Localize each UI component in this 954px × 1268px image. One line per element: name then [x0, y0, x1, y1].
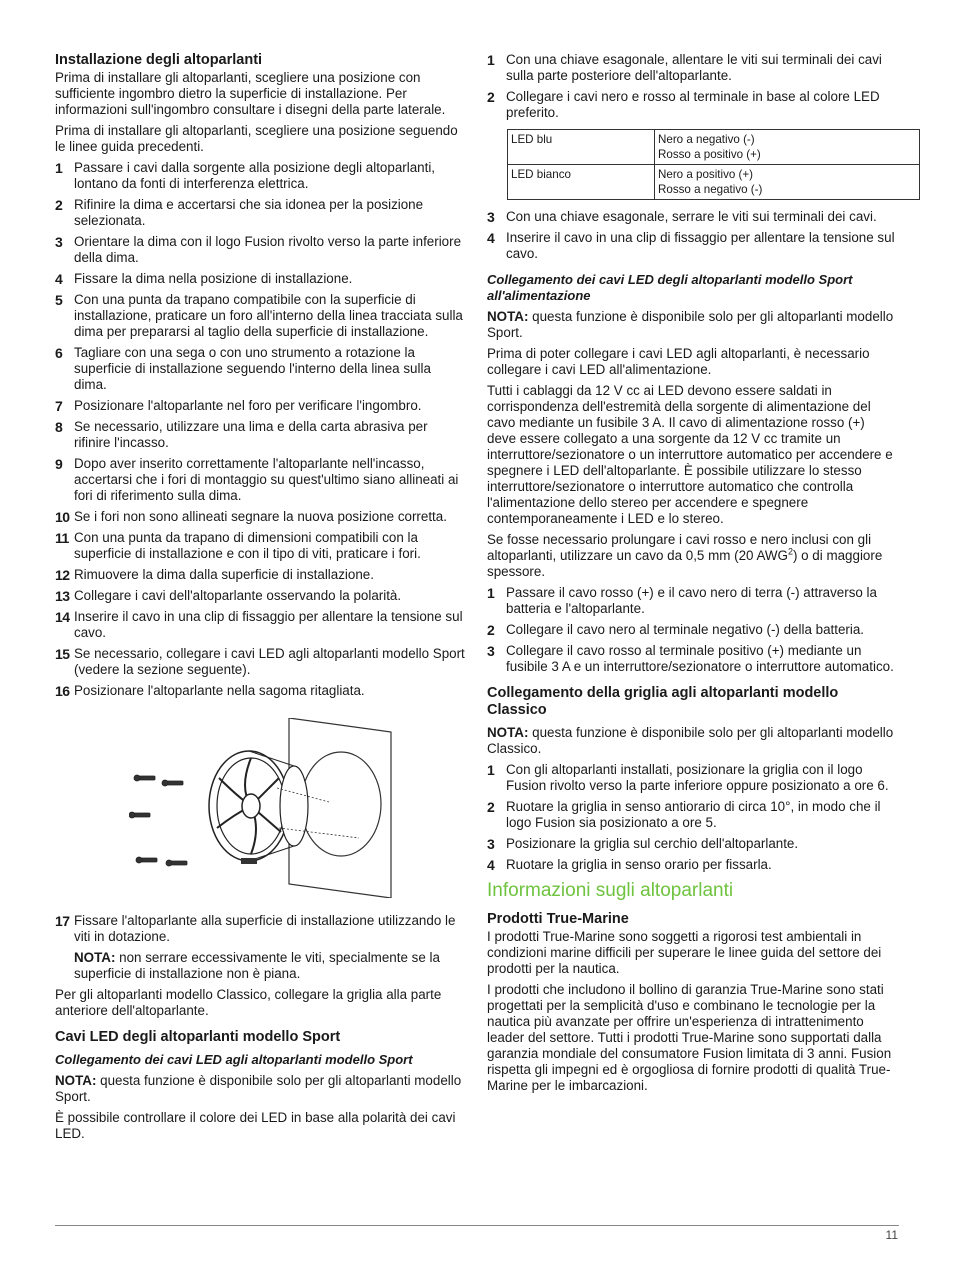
step-text: Tagliare con una sega o con uno strumento a rotazione la superficie di installazione seguendo l'interno della linea sulla dima.	[74, 345, 431, 392]
step-text: Rifinire la dima e accertarsi che sia idonea per la posizione selezionata.	[74, 197, 424, 228]
step-item	[55, 588, 465, 604]
step-text: Con una chiave esagonale, serrare le viti sui terminali dei cavi.	[506, 209, 877, 224]
step-item	[55, 345, 465, 393]
step-number: 3	[487, 836, 495, 852]
step-item	[55, 646, 465, 678]
power-paragraph-3	[487, 532, 897, 580]
step-item	[487, 762, 897, 794]
page-number: 11	[885, 1228, 898, 1242]
note-text: questa funzione è disponibile solo per gli altoparlanti modello Classico.	[487, 725, 894, 756]
step-text: Inserire il cavo in una clip di fissaggio per allentare la tensione sul cavo.	[74, 609, 463, 640]
step-text: Dopo aver inserito correttamente l'altoparlante nell'incasso, accertarsi che i fori di montaggio su quest'ultimo siano allineati ai fori di riferimento sulla dima.	[74, 456, 459, 503]
step-item	[55, 683, 465, 699]
heading-installazione: Installazione degli altoparlanti	[55, 52, 263, 68]
step-text: Collegare il cavo nero al terminale negativo (-) della batteria.	[506, 622, 865, 637]
step-text: Passare i cavi dalla sorgente alla posizione degli altoparlanti, lontano da fonti di interferenza elettrica.	[74, 160, 436, 191]
power-paragraph-1: Prima di poter collegare i cavi LED agli altoparlanti, è necessario collegare i cavi LED all'alimentazione.	[487, 346, 870, 377]
step-number: 1	[487, 52, 495, 68]
step-number: 3	[487, 643, 495, 659]
step-item	[487, 857, 897, 873]
step-text: Se i fori non sono allineati segnare la nuova posizione corretta.	[74, 509, 447, 524]
step-text: Con una punta da trapano di dimensioni compatibili con la superficie di installazione e con il tipo di viti, praticare i fori.	[74, 530, 421, 561]
step-item	[55, 234, 465, 266]
step-text: Collegare i cavi nero e rosso al terminale in base al colore LED preferito.	[506, 89, 880, 120]
step-number: 1	[487, 585, 495, 601]
note-text: questa funzione è disponibile solo per gli altoparlanti modello Sport.	[487, 309, 894, 340]
step-number: 2	[487, 89, 495, 105]
subheading-collegamento-led: Collegamento dei cavi LED agli altoparlanti modello Sport	[55, 1052, 413, 1067]
step-number: 2	[487, 799, 495, 815]
heading-true-marine: Prodotti True-Marine	[487, 911, 629, 927]
classic-grille-paragraph: Per gli altoparlanti modello Classico, collegare la griglia alla parte anteriore dell'altoparlante.	[55, 987, 442, 1018]
wiring-line: Nero a positivo (+)	[658, 168, 754, 181]
screw-icon	[134, 775, 155, 781]
step-text: Con una chiave esagonale, allentare le viti sui terminali dei cavi sulla parte posteriore dell'altoparlante.	[506, 52, 882, 83]
step-item	[487, 52, 897, 84]
step-number: 3	[55, 234, 63, 250]
step-item	[55, 398, 465, 414]
step-item	[55, 609, 465, 641]
heading-cavi-led: Cavi LED degli altoparlanti modello Sport	[55, 1029, 341, 1045]
step-number: 1	[487, 762, 495, 778]
step-text: Collegare i cavi dell'altoparlante osservando la polarità.	[74, 588, 402, 603]
step-text: Se necessario, collegare i cavi LED agli altoparlanti modello Sport (vedere la sezione seguente).	[74, 646, 465, 677]
note-power	[487, 309, 897, 341]
step-number: 9	[55, 456, 63, 472]
step-text: Collegare il cavo rosso al terminale positivo (+) mediante un fusibile 3 A e un interruttore/sezionatore o interruttore automatico.	[506, 643, 894, 674]
note-label: NOTA:	[487, 309, 529, 324]
step-number: 13	[55, 588, 70, 604]
step-item	[487, 230, 897, 262]
step-item	[487, 622, 897, 638]
step-number: 17	[55, 913, 70, 929]
led-steps-list-continued	[487, 209, 897, 262]
left-column	[55, 52, 465, 1147]
step-number: 11	[55, 530, 69, 546]
step-item	[55, 197, 465, 229]
note-led	[55, 1073, 465, 1105]
led-polarity-table	[507, 129, 920, 200]
step-item	[487, 799, 897, 831]
step-item	[487, 643, 897, 675]
step-text: Fissare la dima nella posizione di installazione.	[74, 271, 353, 286]
true-marine-paragraph-2: I prodotti che includono il bollino di garanzia True-Marine sono stati progettati per la semplicità d'uso e combinano le tecnologie per la nautica più avanzate per offrire un'esperienza di intrattenimento leader del settore. Tutti i prodotti True-Marine sono supportati dalla garanzia mondiale del consumatore Fusion limitata di 3 anni. Fusion rispetta gli impegni ed è orgogliosa di fornire prodotti di qualità True-Marine per le imbarcazioni.	[487, 982, 892, 1093]
step-item	[55, 292, 465, 340]
step-number: 7	[55, 398, 63, 414]
wiring-line: Nero a negativo (-)	[658, 133, 755, 146]
screw-icon	[129, 812, 150, 818]
step-number: 4	[487, 857, 495, 873]
step-text: Inserire il cavo in una clip di fissaggio per allentare la tensione sul cavo.	[506, 230, 895, 261]
led-color-paragraph: È possibile controllare il colore dei LED in base alla polarità dei cavi LED.	[55, 1110, 456, 1141]
note-text: non serrare eccessivamente le viti, specialmente se la superficie di installazione non è piana.	[74, 950, 440, 981]
step-text: Fissare l'altoparlante alla superficie di installazione utilizzando le viti in dotazione.	[74, 913, 456, 944]
step-item	[487, 89, 897, 121]
step-text: Con una punta da trapano compatibile con la superficie di installazione, praticare un foro all'interno della linea tracciata sulla dima per prepararsi al taglio della superficie di installazione.	[74, 292, 463, 339]
step-number: 8	[55, 419, 63, 435]
step-number: 14	[55, 609, 70, 625]
table-row	[508, 165, 920, 200]
step-item	[55, 271, 465, 287]
step-text: Posizionare la griglia sul cerchio dell'altoparlante.	[506, 836, 799, 851]
step-number: 16	[55, 683, 70, 699]
true-marine-paragraph-1: I prodotti True-Marine sono soggetti a rigorosi test ambientali in condizioni marine difficili per superare le linee guida del settore dei prodotti per la nautica.	[487, 929, 882, 976]
table-cell-color: LED blu	[508, 130, 655, 165]
step-text: Orientare la dima con il logo Fusion rivolto verso la parte inferiore della dima.	[74, 234, 462, 265]
step-text: Ruotare la griglia in senso antiorario di circa 10°, in modo che il logo Fusion sia posizionato a ore 5.	[506, 799, 881, 830]
note-label: NOTA:	[487, 725, 529, 740]
step-text: Con gli altoparlanti installati, posizionare la griglia con il logo Fusion rivolto verso la parte inferiore oppure posizionato a ore 6.	[506, 762, 889, 793]
note-label: NOTA:	[74, 950, 116, 965]
step-number: 15	[55, 646, 70, 662]
text-fragment: Se fosse necessario prolungare i cavi rosso e nero inclusi con gli altoparlanti, utilizzare un cavo da 0,5 mm (20 AWG	[487, 532, 872, 563]
right-column	[487, 52, 897, 1099]
step-text: Passare il cavo rosso (+) e il cavo nero di terra (-) attraverso la batteria e l'altoparlante.	[506, 585, 877, 616]
step-number: 5	[55, 292, 63, 308]
screw-icon	[162, 780, 183, 786]
install-steps-list	[55, 160, 465, 699]
step-text: Rimuovere la dima dalla superficie di installazione.	[74, 567, 374, 582]
step-item	[55, 567, 465, 583]
table-row	[508, 130, 920, 165]
note-step-17	[74, 950, 465, 982]
step-number: 10	[55, 509, 70, 525]
step-item	[487, 209, 897, 225]
step-item	[487, 836, 897, 852]
subheading-alimentazione: Collegamento dei cavi LED degli altoparlanti modello Sport all'alimentazione	[487, 272, 853, 303]
step-number: 1	[55, 160, 63, 176]
step-item	[55, 530, 465, 562]
note-text: questa funzione è disponibile solo per gli altoparlanti modello Sport.	[55, 1073, 462, 1104]
wiring-line: Rosso a negativo (-)	[658, 183, 763, 196]
screw-icon	[136, 857, 157, 863]
grille-steps-list	[487, 762, 897, 873]
power-steps-list	[487, 585, 897, 675]
step-number: 4	[487, 230, 495, 246]
table-cell-wiring	[655, 165, 920, 200]
step-number: 2	[55, 197, 63, 213]
power-paragraph-2: Tutti i cablaggi da 12 V cc ai LED devono essere saldati in corrispondenza dell'estremità della sorgente di alimentazione del cavo mediante un fusibile 3 A. Il cavo di alimentazione rosso (+) deve essere collegato a una sorgente da 12 V cc tramite un interruttore/sezionatore o un interruttore automatico per accendere e spegnere i LED dell'altoparlante. È possibile utilizzare lo stesso interruttore/sezionatore o interruttore automatico che controlla l'alimentazione dello stereo per accendere e spegnere contemporaneamente i LED e lo stereo.	[487, 383, 893, 526]
step-text: Posizionare l'altoparlante nel foro per verificare l'ingombro.	[74, 398, 422, 413]
footer-divider	[55, 1225, 899, 1226]
text-fragment: ) o di maggiore spessore.	[487, 548, 883, 579]
intro-paragraph-1: Prima di installare gli altoparlanti, scegliere una posizione con sufficiente ingombro dietro la superficie di installazione. Per informazioni sull'ingombro consultare i disegni della parte laterale.	[55, 70, 446, 117]
step-item	[55, 509, 465, 525]
table-cell-wiring	[655, 130, 920, 165]
step-number: 2	[487, 622, 495, 638]
heading-informazioni: Informazioni sugli altoparlanti	[487, 880, 734, 901]
heading-griglia: Collegamento della griglia agli altoparlanti modello Classico	[487, 685, 839, 718]
led-steps-list	[487, 52, 897, 121]
step-number: 4	[55, 271, 63, 287]
step-text: Ruotare la griglia in senso orario per fissarla.	[506, 857, 772, 872]
step-item	[55, 419, 465, 451]
step-number: 6	[55, 345, 63, 361]
step-number: 3	[487, 209, 495, 225]
wiring-line: Rosso a positivo (+)	[658, 148, 761, 161]
step-item	[487, 585, 897, 617]
step-item	[55, 913, 465, 945]
step-item	[55, 456, 465, 504]
step-text: Se necessario, utilizzare una lima e della carta abrasiva per rifinire l'incasso.	[74, 419, 428, 450]
step-item	[55, 160, 465, 192]
superscript: 2	[787, 546, 793, 557]
screw-icon	[166, 860, 187, 866]
speaker-installation-illustration	[129, 718, 399, 898]
intro-paragraph-2: Prima di installare gli altoparlanti, scegliere una posizione seguendo le linee guida precedenti.	[55, 123, 458, 154]
table-cell-color: LED bianco	[508, 165, 655, 200]
note-grille	[487, 725, 897, 757]
step-text: Posizionare l'altoparlante nella sagoma ritagliata.	[74, 683, 365, 698]
step-number: 12	[55, 567, 70, 583]
note-label: NOTA:	[55, 1073, 97, 1088]
